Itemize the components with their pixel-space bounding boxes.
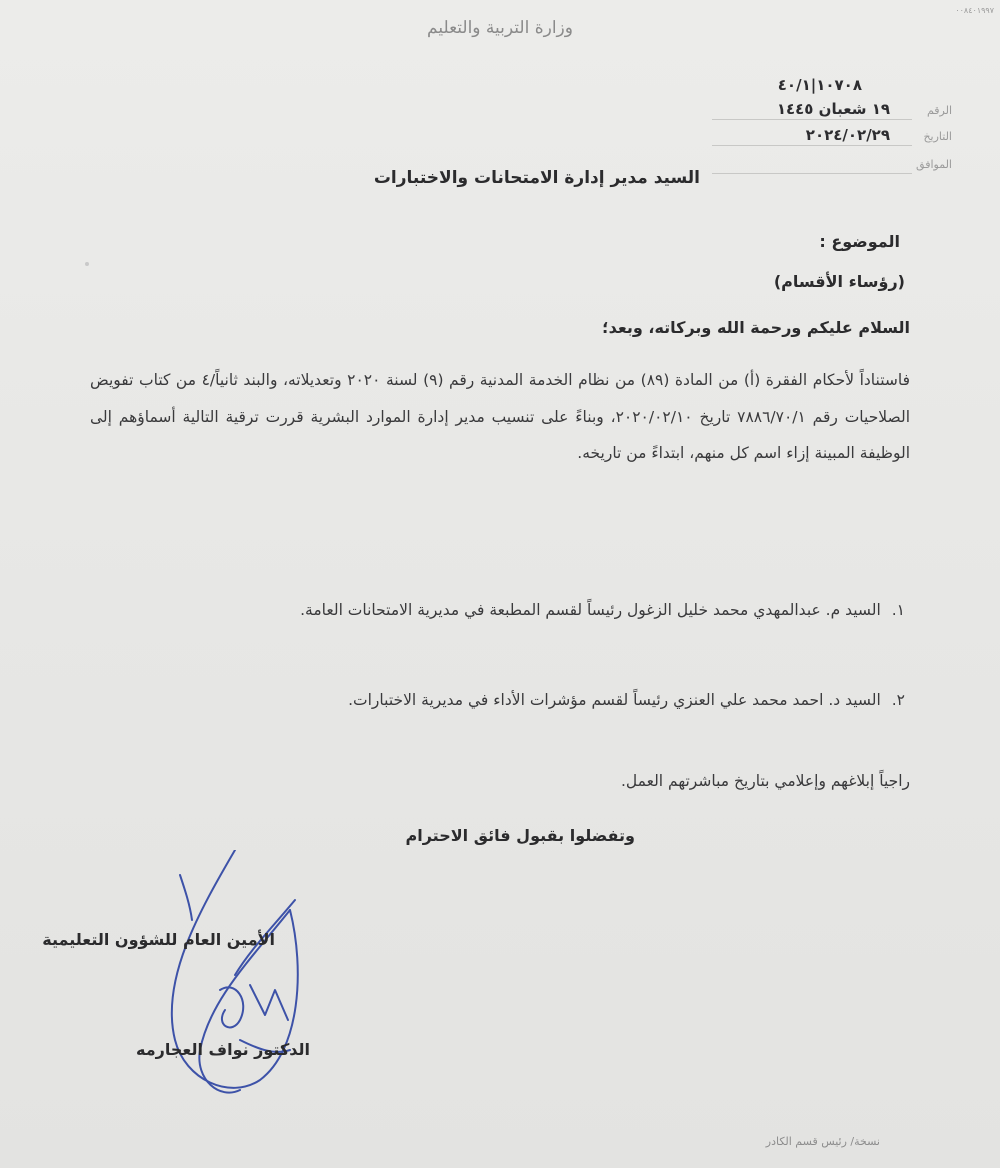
body-paragraph: فاستناداً لأحكام الفقرة (أ) من المادة (٨٩) من نظام الخدمة المدنية رقم (٩) لسنة ٢٠٢٠ وتعديلاته، والبند ثانياً/٤ من كتاب تفويض الصلاحيات رقم ٧٨٨٦/٧٠/١ تاريخ ٢٠٢٠/٠٢/١٠، وبناءً على تنسيب مدير إدارة الموارد البشرية قررت ترقية التالية أسماؤهم إلى الوظيفة المبينة إزاء اسم كل منهم، ابتداءً من تاريخه.: [90, 371, 911, 462]
greeting: السلام عليكم ورحمة الله وبركاته، وبعد؛: [602, 318, 910, 337]
copy-note: نسخة/ رئيس قسم الكادر: [765, 1135, 880, 1148]
item-text: السيد م. عبدالمهدي محمد خليل الزغول رئيساً لقسم المطبعة في مديرية الامتحانات العامة.: [300, 601, 881, 619]
reference-number-row: [622, 76, 952, 98]
hijri-date-underline: [712, 119, 912, 120]
date-value: ٢٠٢٤/٠٢/٢٩: [805, 126, 890, 144]
hijri-date-row: [622, 100, 952, 122]
ministry-name: وزارة التربية والتعليم: [427, 18, 573, 38]
subject-value: (رؤساء الأقسام): [773, 272, 905, 291]
corresponding-label: الموافق: [916, 158, 952, 171]
item-number: ١.: [891, 601, 905, 619]
promotion-item-1: [85, 590, 905, 630]
signatory-title: الأمين العام للشؤون التعليمية: [42, 930, 275, 949]
closing-regards: وتفضلوا بقبول فائق الاحترام: [405, 826, 635, 845]
item-number: ٢.: [891, 691, 905, 709]
closing-line: راجياً إبلاغهم وإعلامي بتاريخ مباشرتهم العمل.: [620, 772, 910, 790]
reference-number: ١٠٧٠٨|٤٠/١: [777, 76, 862, 94]
hijri-date: ١٩ شعبان ١٤٤٥: [776, 100, 890, 118]
reference-label: الرقم: [926, 104, 952, 117]
date-row: [622, 126, 952, 148]
promotion-item-2: [85, 680, 905, 720]
corresponding-underline: [712, 173, 912, 174]
item-text: السيد د. احمد محمد علي العنزي رئيساً لقسم مؤشرات الأداء في مديرية الاختبارات.: [348, 691, 881, 709]
date-label: التاريخ: [923, 130, 952, 143]
paper-mark: [85, 262, 89, 266]
corner-code: ٠٠٨٤٠١٩٩٧: [955, 6, 994, 15]
date-underline: [712, 145, 912, 146]
signatory-name: الدكتور نواف العجارمه: [136, 1040, 310, 1059]
addressee: السيد مدير إدارة الامتحانات والاختبارات: [373, 168, 700, 188]
subject-label: الموضوع :: [819, 232, 900, 251]
handwritten-signature: [140, 850, 380, 1110]
